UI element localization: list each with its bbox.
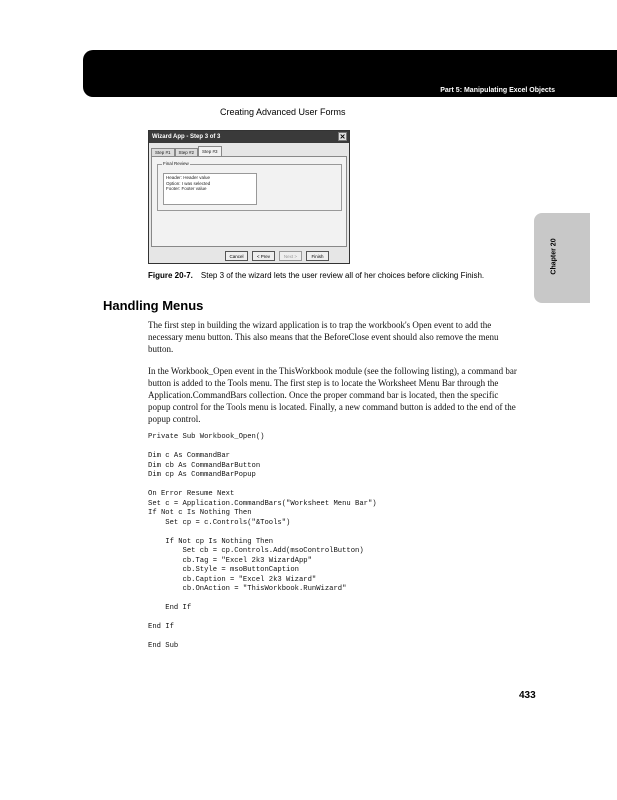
figure-caption	[148, 271, 484, 280]
chapter-tab	[534, 213, 590, 303]
paragraph-2: In the Workbook_Open event in the ThisWorkbook module (see the following listing), a command bar button is added to the Tools menu. The first step is to locate the Worksheet Menu Bar through the Application.CommandBars collection. Once the proper command bar is located, then the specific popup control for the Tools menu is located. Finally, a new command button is added to the end of the popup control.	[148, 366, 517, 424]
finish-button[interactable]: Finish	[306, 251, 329, 261]
tab-step-2[interactable]: Step #2	[175, 148, 199, 156]
section-heading: Handling Menus	[103, 298, 204, 313]
review-line-header: Header: Header value	[166, 175, 211, 180]
dialog-title: Wizard App - Step 3 of 3	[152, 134, 221, 140]
review-line-footer: Footer: Footer value	[166, 186, 207, 191]
page-number: 433	[519, 690, 536, 701]
wizard-dialog-figure	[148, 130, 350, 264]
paragraph-1: The first step in building the wizard application is to trap the workbook's Open event to add the necessary menu button. This also means that the BeforeClose event should also remove the menu button.	[148, 320, 499, 354]
next-button[interactable]: Next >	[279, 251, 302, 261]
dialog-tabs	[151, 146, 222, 156]
dialog-buttons	[225, 251, 329, 261]
code-listing: Private Sub Workbook_Open() Dim c As CommandBar Dim cb As CommandBarButton Dim cp As CommandBarPopup On Error Resume Next Set c = Application.CommandBars("Worksheet Menu Bar") If Not c Is Nothing Then Set cp = c.Controls("&Tools") If Not cp Is Nothing Then Set cb = cp.Controls.Add(msoControlButton) cb.Tag = "Excel 2k3 WizardApp" cb.Style = msoButtonCaption cb.Caption = "Excel 2k3 Wizard" cb.OnAction = "ThisWorkbook.RunWizard" End If End If End Sub	[148, 433, 377, 650]
tab-step-1[interactable]: Step #1	[151, 148, 175, 156]
part-title: Part 5: Manipulating Excel Objects	[440, 87, 555, 94]
dialog-panel	[151, 156, 347, 247]
figure-caption-text: Step 3 of the wizard lets the user review all of her choices before clicking Finish.	[200, 271, 485, 280]
final-review-label: Final Review	[163, 161, 189, 166]
review-list[interactable]	[163, 173, 257, 205]
prev-button[interactable]: < Prev	[252, 251, 275, 261]
review-line-option: Option: I was selected	[166, 180, 211, 186]
cancel-button[interactable]: Cancel	[225, 251, 248, 261]
running-title: Creating Advanced User Forms	[220, 107, 346, 117]
figure-label: Figure 20-7.	[148, 271, 193, 280]
tab-step-3[interactable]: Step #3	[198, 146, 222, 156]
close-icon[interactable]: ✕	[339, 134, 346, 141]
dialog-titlebar	[149, 131, 349, 143]
chapter-label: Chapter 20	[550, 238, 558, 275]
